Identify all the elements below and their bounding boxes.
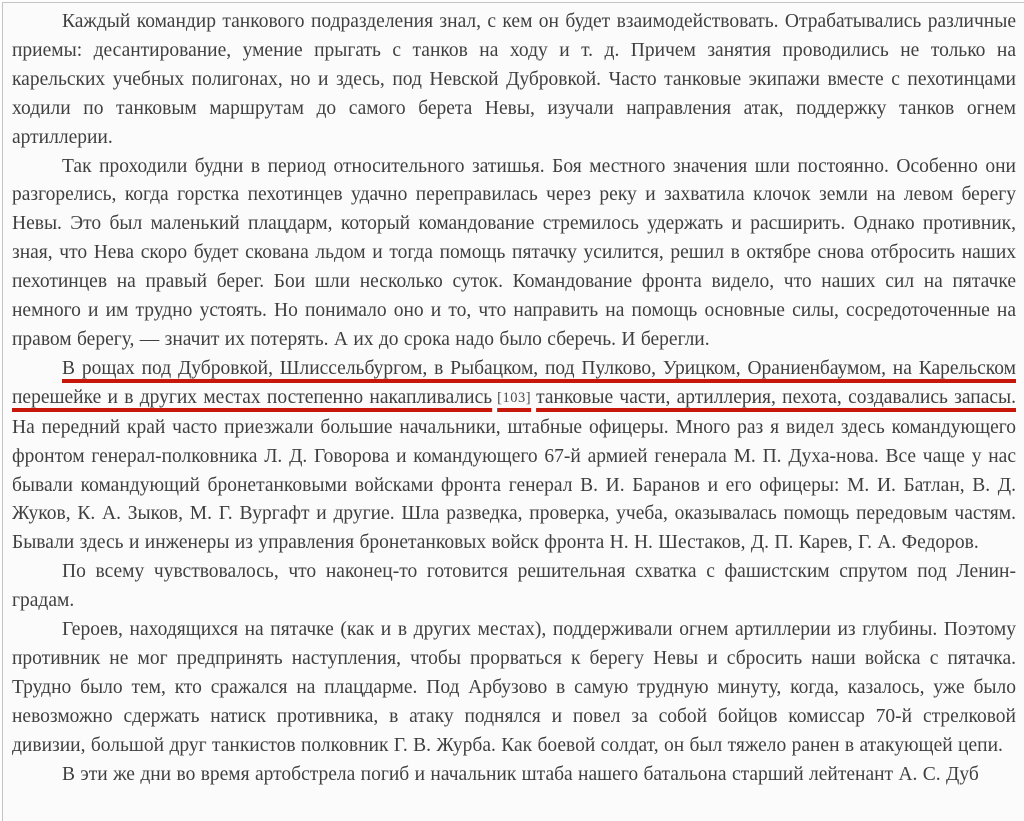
- text-column: [12, 8, 1016, 789]
- underlined-text-2: танковые части, артиллерия, пехота, создавались запасы.: [536, 386, 1016, 408]
- red-underlined-passage: [12, 358, 1016, 408]
- paragraph-4: По всему чувствовалось, что наконец-то готовится решительная схватка с фашистским спрутом под Ленин-градам.: [12, 561, 1016, 612]
- paragraph-1: Каждый командир танкового подразделения знал, с кем он будет взаимодействовать. Отрабатывались различные приемы: десантирование, умение прыгать с танков на ходу и т. д. Причем занятия проводились не только на карельских учебных полигонах, но и здесь, под Невской Дубровкой. Часто танковые экипажи вместе с пехотинцами ходили по танковым маршрутам до самого берета Невы, изучали направления атак, поддержку танков огнем артиллерии.: [12, 11, 1016, 148]
- underlined-text-1: В рощах под Дубровкой, Шлиссельбургом, в Рыбацком, под Пулково, Урицком, Ораниенбаумом, на Карельском перешейке и в других местах постепенно накапливались: [12, 357, 1016, 408]
- paragraph-6: В эти же дни во время артобстрела погиб и начальник штаба нашего батальона старший лейтенант А. С. Дуб: [62, 763, 979, 785]
- paragraph-3-rest: На передний край часто приезжали большие начальники, штабные офицеры. Много раз я видел здесь командующего фронтом генерал-полковника Л. Д. Говорова и командующего 67-й армией генерала М. П. Духа-нова. Все чаще у нас бывали командующий бронетанковыми войсками фронта генерал В. И. Баранов и его офицеры: М. И. Батлан, В. Д. Жуков, К. А. Зыков, М. Г. Вургафт и другие. Шла разведка, проверка, учеба, оказывалась помощь передовым частям. Бывали здесь и инженеры из управления бронетанковых войск фронта Н. Н. Шестаков, Д. П. Карев, Г. А. Федоров.: [12, 416, 1016, 554]
- footnote-ref-103[interactable]: [103]: [497, 389, 532, 406]
- document-page: [2, 2, 1024, 821]
- paragraph-3: [12, 355, 1016, 558]
- paragraph-5: Героев, находящихся на пятачке (как и в других местах), поддерживали огнем артиллерии из глубины. Поэтому противник не мог предпринять наступления, чтобы прорваться к берегу Невы и сбросить наши войска с пятачка. Трудно было тем, кто сражался на плацдарме. Под Арбузово в самую трудную минуту, когда, казалось, уже было невозможно сдержать натиск противника, в атаку поднялся и повел за собой бойцов комиссар 70-й стрелковой дивизии, большой друг танкистов полковник Г. В. Журба. Как боевой солдат, он был тяжело ранен в атакующей цепи.: [12, 619, 1016, 756]
- paragraph-2: Так проходили будни в период относительного затишья. Боя местного значения шли постоянно. Особенно они разгорелись, когда горстка пехотинцев удачно переправилась через реку и захватила клочок земли на левом берегу Невы. Это был маленький плацдарм, который командование стремилось удержать и расширить. Однако противник, зная, что Нева скоро будет скована льдом и тогда помощь пятачку усилится, решил в октябре снова отбросить наших пехотинцев на правый берег. Бои шли несколько суток. Командование фронта видело, что наших сил на пятачке немного и им трудно устоять. Но понимало оно и то, что направить на помощь основные силы, сосредоточенные на правом берегу, — значит их потерять. А их до срока надо было сберечь. И берегли.: [12, 155, 1016, 350]
